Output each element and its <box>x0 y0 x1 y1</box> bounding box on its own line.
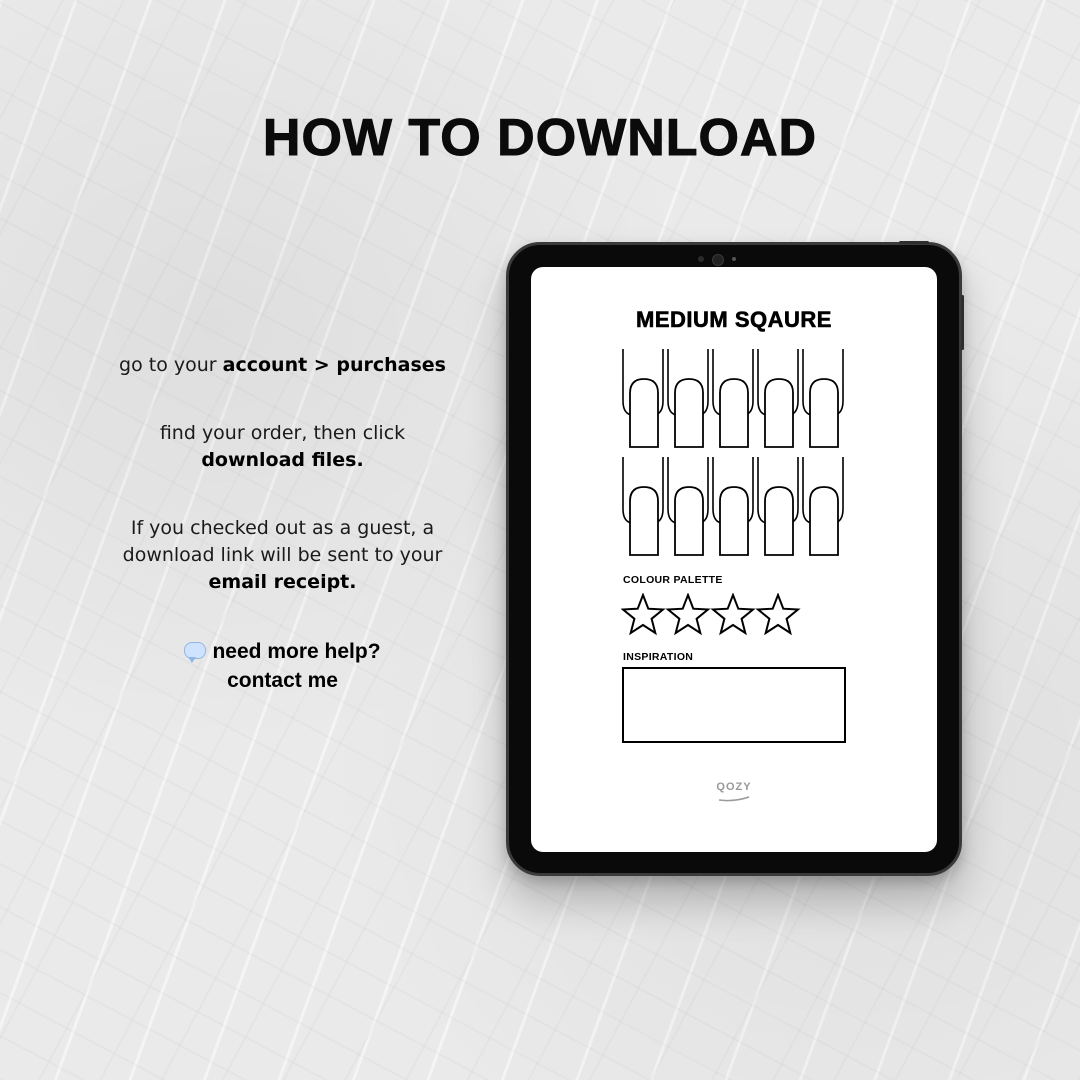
step-download-files <box>90 420 475 474</box>
tablet-side-button <box>961 295 964 350</box>
account-purchases-link[interactable]: account > purchases <box>222 354 446 376</box>
contact-me-link[interactable]: contact me <box>227 669 338 692</box>
brand-swoosh-icon <box>717 796 751 802</box>
speech-bubble-icon <box>184 642 206 659</box>
palette-star-icon <box>668 595 708 633</box>
tablet-top-button <box>899 241 929 244</box>
inspiration-box <box>622 667 846 743</box>
download-files-link[interactable]: download files. <box>201 449 364 471</box>
nail-template <box>668 457 708 555</box>
nail-template <box>713 457 753 555</box>
tablet-screen <box>531 267 937 852</box>
nail-template <box>623 349 663 447</box>
sheet-title: MEDIUM SQAURE <box>636 307 832 332</box>
nail-row-1 <box>621 349 851 454</box>
step2-text: find your order, then click <box>159 422 406 444</box>
inspiration-label: INSPIRATION <box>623 651 694 663</box>
brand-logo: QOZY <box>716 781 752 793</box>
email-receipt-text: email receipt. <box>208 571 357 593</box>
step3-line2: download link will be sent to your <box>122 544 443 566</box>
step-account-purchases <box>90 352 475 379</box>
colour-palette-stars <box>621 593 801 637</box>
nail-template <box>623 457 663 555</box>
help-block <box>90 637 475 695</box>
nail-template <box>668 349 708 447</box>
nail-template <box>713 349 753 447</box>
step3-line1: If you checked out as a guest, a <box>130 517 435 539</box>
palette-star-icon <box>623 595 663 633</box>
palette-star-icon <box>758 595 798 633</box>
step1-text: go to your <box>119 354 223 376</box>
nail-template <box>803 349 843 447</box>
nail-template <box>758 349 798 447</box>
instructions-panel <box>90 352 475 695</box>
need-help-text: need more help? <box>212 640 381 663</box>
palette-star-icon <box>713 595 753 633</box>
nail-row-2 <box>621 457 851 562</box>
page-title: HOW TO DOWNLOAD <box>262 109 818 167</box>
colour-palette-label: COLOUR PALETTE <box>623 574 723 586</box>
nail-template <box>803 457 843 555</box>
tablet-device <box>506 242 962 876</box>
step-guest-email <box>90 515 475 596</box>
nail-template <box>758 457 798 555</box>
tablet-camera <box>694 253 744 265</box>
